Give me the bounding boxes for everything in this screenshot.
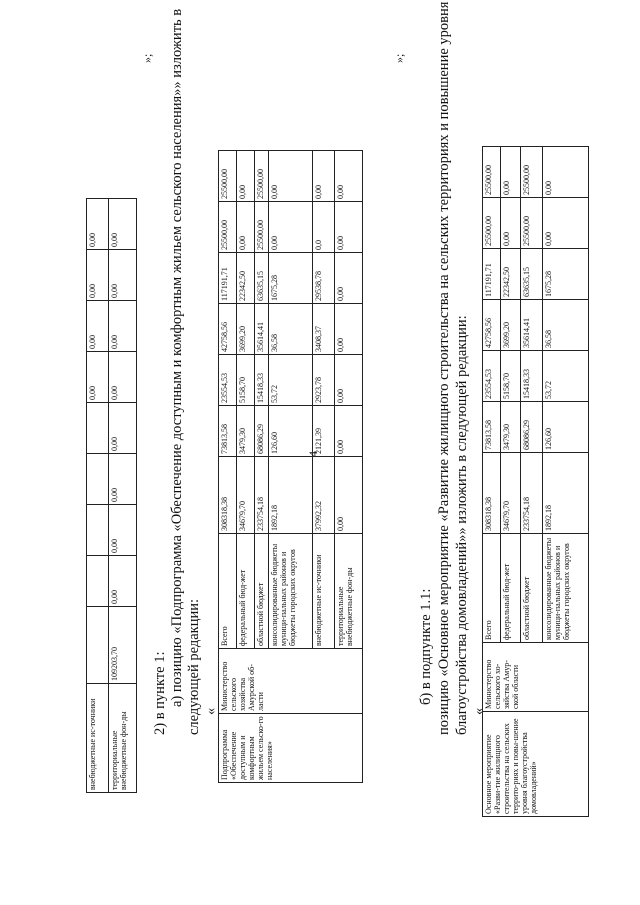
table-cell: 63635,15 bbox=[521, 249, 543, 300]
table-cell: 22342,50 bbox=[501, 249, 521, 300]
table-cell: 53,72 bbox=[269, 355, 313, 406]
item-b-heading: б) в подпункте 1.1: bbox=[418, 588, 434, 705]
table-cell: 109203,70 bbox=[109, 607, 137, 684]
opening-quote: « bbox=[471, 707, 487, 715]
table-cell: 0,00 bbox=[109, 199, 137, 250]
table-cell: 0,00 bbox=[109, 301, 137, 352]
table-cell: 126,60 bbox=[269, 406, 313, 457]
row-label: областной бюджет bbox=[255, 534, 269, 649]
row-label: областной бюджет bbox=[521, 534, 543, 643]
table-cell: 25500,00 bbox=[255, 202, 269, 253]
table-row bbox=[109, 199, 137, 793]
subprogram-table bbox=[218, 150, 363, 783]
table-cell bbox=[87, 607, 109, 684]
table-cell: 1892,18 bbox=[543, 453, 589, 534]
table-cell: 25500,00 bbox=[483, 198, 501, 249]
table-cell: 15418,33 bbox=[521, 351, 543, 402]
table-cell: 0,00 bbox=[335, 202, 363, 253]
executor-name: Министерство сельского хозяйства Амурской об-ласти bbox=[219, 649, 363, 714]
table-cell: 308318,38 bbox=[483, 453, 501, 534]
row-label: консолидированные бюджеты муници-пальных районов и бюджеты городских округов bbox=[269, 534, 313, 649]
table-cell: 0,00 bbox=[335, 151, 363, 202]
row-label: Всего bbox=[219, 534, 237, 649]
table-cell: 29538,78 bbox=[313, 253, 335, 304]
table-cell: 308318,38 bbox=[219, 457, 237, 534]
table-cell: 25500,00 bbox=[219, 202, 237, 253]
closing-quote: »; bbox=[392, 53, 406, 63]
table-cell: 117191,71 bbox=[219, 253, 237, 304]
table-cell: 0,00 bbox=[543, 198, 589, 249]
table-cell: 15418,33 bbox=[255, 355, 269, 406]
program-name: Подпрограмма «Обеспечение доступным и комфортным жильем сельско-го населения» bbox=[219, 714, 363, 783]
table-cell: 0,00 bbox=[109, 403, 137, 454]
table-cell: 0,00 bbox=[109, 454, 137, 505]
table-cell: 34679,70 bbox=[501, 453, 521, 534]
table-cell: 22342,50 bbox=[237, 253, 255, 304]
table-cell: 233754,18 bbox=[521, 453, 543, 534]
table-cell: 1675,28 bbox=[269, 253, 313, 304]
row-label: федеральный бюд-жет bbox=[501, 534, 521, 643]
table-cell: 36,58 bbox=[269, 304, 313, 355]
table-cell: 23554,53 bbox=[219, 355, 237, 406]
table-cell: 35614,41 bbox=[521, 300, 543, 351]
table-row bbox=[483, 147, 501, 817]
table-cell: 0,00 bbox=[87, 250, 109, 301]
table-cell: 3699,20 bbox=[501, 300, 521, 351]
table-cell bbox=[87, 556, 109, 607]
table-cell: 0,00 bbox=[269, 151, 313, 202]
table-cell: 0,00 bbox=[237, 151, 255, 202]
table-cell: 25500,00 bbox=[255, 151, 269, 202]
table-cell: 0,00 bbox=[109, 505, 137, 556]
table-cell: 233754,18 bbox=[255, 457, 269, 534]
table-cell: 25500,00 bbox=[521, 147, 543, 198]
table-cell: 37992,32 bbox=[313, 457, 335, 534]
table-cell: 42758,56 bbox=[219, 304, 237, 355]
continuation-table bbox=[86, 198, 137, 793]
table-row bbox=[87, 199, 109, 793]
table-cell: 73813,58 bbox=[219, 406, 237, 457]
item-a-text: а) позицию «Подпрограмма «Обеспечение доступным и комфортным жильем сельского населения»» изложить в bbox=[169, 8, 185, 707]
table-cell: 1675,28 bbox=[543, 249, 589, 300]
table-cell: 0,00 bbox=[109, 352, 137, 403]
table-cell: 2923,78 bbox=[313, 355, 335, 406]
table-row bbox=[219, 151, 237, 783]
table-cell: 25500,00 bbox=[219, 151, 237, 202]
table-cell: 2121,39 bbox=[313, 406, 335, 457]
executor-name: Министерство сельского хо-зяйства Амур-ской области bbox=[483, 643, 589, 712]
table-cell: 0,00 bbox=[87, 352, 109, 403]
table-cell bbox=[87, 505, 109, 556]
table-cell: 0,00 bbox=[335, 355, 363, 406]
row-label: территориальные внебюджетные фон-ды bbox=[109, 684, 137, 793]
row-label: консолидированные бюджеты муници-пальных районов и бюджеты городских округов bbox=[543, 534, 589, 643]
table-cell: 3479,30 bbox=[501, 402, 521, 453]
table-cell: 0,00 bbox=[335, 253, 363, 304]
table-cell: 5158,70 bbox=[501, 351, 521, 402]
table-cell: 0,00 bbox=[313, 151, 335, 202]
table-cell: 0,00 bbox=[543, 147, 589, 198]
table-cell bbox=[87, 403, 109, 454]
table-cell: 117191,71 bbox=[483, 249, 501, 300]
table-cell: 0,00 bbox=[335, 304, 363, 355]
table-cell: 0,00 bbox=[501, 198, 521, 249]
table-cell bbox=[87, 454, 109, 505]
item-b-text: позицию «Основное мероприятие «Развитие жилищного строительства на сельских территориях и повышение уровня bbox=[436, 1, 452, 735]
table-cell: 3699,20 bbox=[237, 304, 255, 355]
table-cell: 0,00 bbox=[335, 457, 363, 534]
row-label: внебюджетные ис-точники bbox=[313, 534, 335, 649]
table-cell: 3479,30 bbox=[237, 406, 255, 457]
table-cell: 0,00 bbox=[109, 556, 137, 607]
closing-quote: »; bbox=[140, 53, 154, 63]
table-cell: 35614,41 bbox=[255, 304, 269, 355]
table-cell: 0,00 bbox=[335, 406, 363, 457]
row-label: территориальные внебюджетные фон-ды bbox=[335, 534, 363, 649]
item-a-text-continued: следующей редакции: bbox=[186, 598, 202, 735]
item-b-text-continued: благоустройства домовладений»» изложить в следующей редакции: bbox=[454, 315, 470, 735]
point-heading: 2) в пункте 1: bbox=[152, 651, 168, 735]
main-activity-table bbox=[482, 146, 589, 817]
page-number: 4 bbox=[306, 451, 320, 457]
opening-quote: « bbox=[203, 707, 219, 715]
row-label: федеральный бюд-жет bbox=[237, 534, 255, 649]
table-cell: 68086,29 bbox=[255, 406, 269, 457]
table-cell: 68086,29 bbox=[521, 402, 543, 453]
table-cell: 23554,53 bbox=[483, 351, 501, 402]
table-cell: 3408,37 bbox=[313, 304, 335, 355]
table-cell: 126,60 bbox=[543, 402, 589, 453]
table-cell: 63635,15 bbox=[255, 253, 269, 304]
table-cell: 25500,00 bbox=[521, 198, 543, 249]
table-cell: 25500,00 bbox=[483, 147, 501, 198]
table-cell: 0,00 bbox=[501, 147, 521, 198]
table-cell: 53,72 bbox=[543, 351, 589, 402]
table-cell: 73813,58 bbox=[483, 402, 501, 453]
row-label: внебюджетные ис-точники bbox=[87, 684, 109, 793]
table-cell: 5158,70 bbox=[237, 355, 255, 406]
table-cell: 36,58 bbox=[543, 300, 589, 351]
table-cell: 0,00 bbox=[87, 199, 109, 250]
table-cell: 0,00 bbox=[237, 202, 255, 253]
row-label: Всего bbox=[483, 534, 501, 643]
program-name: Основное мероприятие «Разви-тие жилищного строительства на сельских террито-риях и повы-шение уровня благоустройства домовладений» bbox=[483, 712, 589, 817]
table-cell: 42758,56 bbox=[483, 300, 501, 351]
table-cell: 1892,18 bbox=[269, 457, 313, 534]
table-cell: 34679,70 bbox=[237, 457, 255, 534]
table-cell: 0,00 bbox=[269, 202, 313, 253]
table-cell: 0,00 bbox=[109, 250, 137, 301]
table-cell: 0,00 bbox=[87, 301, 109, 352]
table-cell: 0,0 bbox=[313, 202, 335, 253]
